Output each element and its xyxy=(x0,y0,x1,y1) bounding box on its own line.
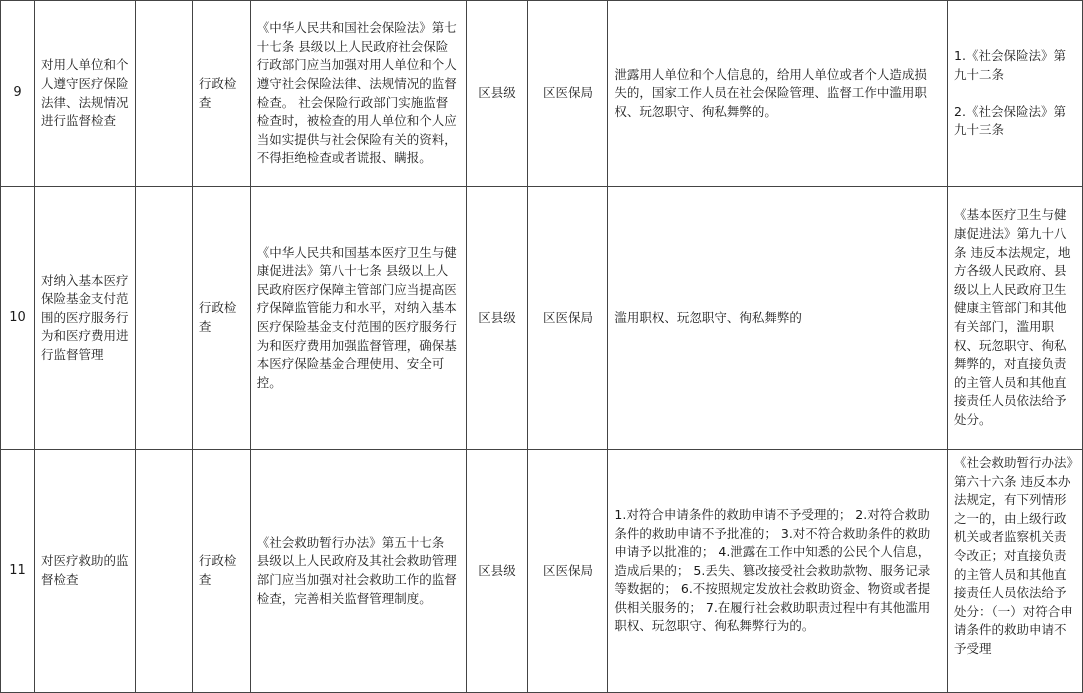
department: 区医保局 xyxy=(528,1,608,187)
row-number: 10 xyxy=(1,187,35,450)
level: 区县级 xyxy=(466,450,528,693)
row-number: 11 xyxy=(1,450,35,693)
department: 区医保局 xyxy=(528,450,608,693)
table-row xyxy=(1,1,1083,187)
item-name: 对纳入基本医疗保险基金支付范围的医疗服务行为和医疗费用进行监督管理 xyxy=(34,187,135,450)
accountability-law xyxy=(948,450,1083,693)
law-item: 1.《社会保险法》第九十二条 xyxy=(954,48,1066,82)
item-name: 对用人单位和个人遵守医疗保险法律、法规情况进行监督检查 xyxy=(34,1,135,187)
table-row xyxy=(1,450,1083,693)
legal-basis: 《中华人民共和国社会保险法》第七十七条 县级以上人民政府社会保险行政部门应当加强对用人单位和个人遵守社会保险法律、法规情况的监督检查。 社会保险行政部门实施监督检查时，被检查的用人单位和个人应当如实提供与社会保险有关的资料，不得拒绝检查或者谎报、瞒报。 xyxy=(250,1,466,187)
accountability-law xyxy=(948,1,1083,187)
item-name: 对医疗救助的监督检查 xyxy=(34,450,135,693)
department: 区医保局 xyxy=(528,187,608,450)
item-type: 行政检查 xyxy=(192,187,250,450)
table-row xyxy=(1,187,1083,450)
accountability-law xyxy=(948,187,1083,450)
row-number: 9 xyxy=(1,1,35,187)
duty-situation: 1.对符合申请条件的救助申请不予受理的； 2.对符合救助条件的救助申请不予批准的； 3.对不符合救助条件的救助申请予以批准的； 4.泄露在工作中知悉的公民个人信息，造成后果的； 5.丢失、篡改接受社会救助款物、服务记录等数据的； 6.不按照规定发放社会救助资金、物资或者提供相关服务的； 7.在履行社会救助职责过程中有其他滥用职权、玩忽职守、徇私舞弊行为的。 xyxy=(608,450,948,693)
law-item: 《社会救助暂行办法》第六十六条 违反本办法规定，有下列情形之一的，由上级行政机关或者监察机关责令改正；对直接负责的主管人员和其他直接责任人员依法给予处分：（一）对符合申请条件的救助申请不予受理 xyxy=(954,455,1073,656)
law-item: 2.《社会保险法》第九十三条 xyxy=(954,103,1066,138)
item-type: 行政检查 xyxy=(192,1,250,187)
item-type: 行政检查 xyxy=(192,450,250,693)
blank-cell xyxy=(135,450,192,693)
blank-cell xyxy=(135,1,192,187)
level: 区县级 xyxy=(466,1,528,187)
legal-basis: 《社会救助暂行办法》第五十七条 县级以上人民政府及其社会救助管理部门应当加强对社会救助工作的监督检查，完善相关监督管理制度。 xyxy=(250,450,466,693)
duty-situation: 泄露用人单位和个人信息的，给用人单位或者个人造成损失的，国家工作人员在社会保险管理、监督工作中滥用职权、玩忽职守、徇私舞弊的。 xyxy=(608,1,948,187)
blank-cell xyxy=(135,187,192,450)
law-item: 《基本医疗卫生与健康促进法》第九十八条 违反本法规定，地方各级人民政府、县级以上人民政府卫生健康主管部门和其他有关部门，滥用职权、玩忽职守、徇私舞弊的，对直接负责的主管人员和其他直接责任人员依法给予处分。 xyxy=(954,207,1071,427)
level: 区县级 xyxy=(466,187,528,450)
duty-situation: 滥用职权、玩忽职守、徇私舞弊的 xyxy=(608,187,948,450)
legal-basis: 《中华人民共和国基本医疗卫生与健康促进法》第八十七条 县级以上人民政府医疗保障主管部门应当提高医疗保障监管能力和水平，对纳入基本医疗保险基金支付范围的医疗服务行为和医疗费用加强监督管理，确保基本医疗保险基金合理使用、安全可控。 xyxy=(250,187,466,450)
